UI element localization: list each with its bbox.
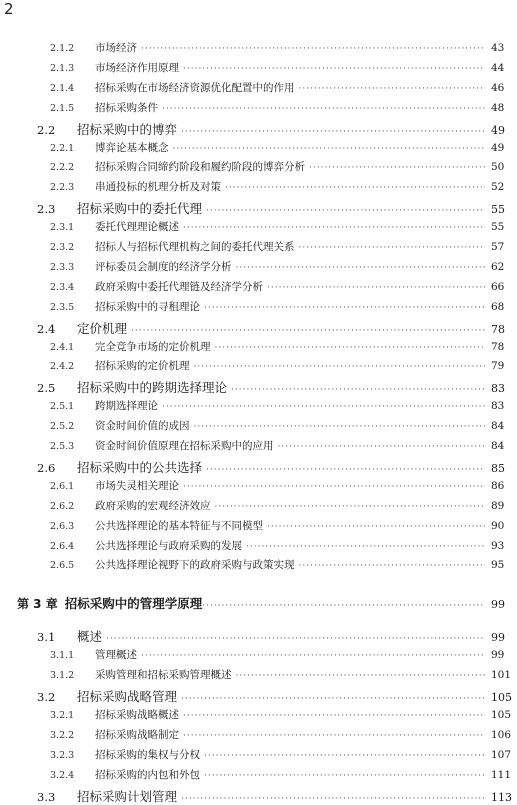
toc-entry-title: 招标采购中的管理学原理 xyxy=(64,596,203,612)
toc-entry-page: 99 xyxy=(491,631,505,645)
dot-leader xyxy=(131,326,485,336)
dot-leader xyxy=(183,482,485,492)
toc-entry-number: 3.2 xyxy=(37,690,56,705)
toc-entry-number: 2.6.2 xyxy=(50,500,75,512)
toc-entry-page: 106 xyxy=(491,728,512,741)
dot-leader xyxy=(183,711,485,721)
toc-entry-page: 44 xyxy=(491,61,505,74)
toc-entry-page: 50 xyxy=(491,161,505,174)
toc-entry-title: 博弈论基本概念 xyxy=(95,141,169,154)
dot-leader xyxy=(106,634,485,644)
toc-entry-number: 3.1.1 xyxy=(50,650,75,662)
toc-entry-page: 68 xyxy=(491,300,505,313)
dot-leader xyxy=(183,64,485,74)
toc-subsection-entry[interactable] xyxy=(0,299,517,314)
toc-entry-page: 55 xyxy=(491,203,505,217)
toc-entry-title: 招标采购的集权与分权 xyxy=(95,748,200,761)
dot-leader xyxy=(206,465,485,475)
toc-entry-title: 采购管理和招标采购管理概述 xyxy=(95,669,232,682)
dot-leader xyxy=(231,385,485,395)
toc-subsection-entry[interactable] xyxy=(0,767,517,782)
toc-entry-title: 委托代理理论概述 xyxy=(95,221,179,234)
toc-section-entry[interactable] xyxy=(0,378,517,396)
toc-entry-number: 2.2.2 xyxy=(50,162,75,174)
toc-entry-title: 管理概述 xyxy=(95,649,137,662)
toc-entry-page: 78 xyxy=(491,322,505,336)
toc-entry-number: 2.6 xyxy=(37,460,56,475)
toc-entry-title: 招标采购计划管理 xyxy=(77,788,178,804)
toc-entry-number: 2.3.5 xyxy=(50,301,75,313)
toc-entry-title: 市场失灵相关理论 xyxy=(95,479,179,492)
toc-entry-title: 公共选择理论视野下的政府采购与政策实现 xyxy=(95,559,295,572)
toc-entry-number: 2.4 xyxy=(37,321,56,336)
toc-entry-number: 2.1.5 xyxy=(50,102,75,114)
toc-entry-number: 3.2.3 xyxy=(50,749,75,761)
toc-subsection-entry[interactable] xyxy=(0,279,517,294)
toc-entry-title: 公共选择理论的基本特征与不同模型 xyxy=(95,519,263,532)
toc-entry-number: 2.3.2 xyxy=(50,242,75,253)
dot-leader xyxy=(215,502,486,512)
toc-entry-number: 2.3 xyxy=(37,202,56,217)
toc-entry-page: 84 xyxy=(491,440,505,452)
toc-entry-number: 2.5 xyxy=(37,381,56,396)
toc-subsection-entry[interactable] xyxy=(0,647,517,662)
toc-subsection-entry[interactable] xyxy=(0,239,517,254)
toc-entry-page: 52 xyxy=(491,181,505,194)
toc-subsection-entry[interactable] xyxy=(0,259,517,274)
toc-entry-page: 57 xyxy=(491,241,505,253)
toc-entry-number: 2.3.4 xyxy=(50,281,75,293)
toc-entry-title: 招标采购中的公共选择 xyxy=(77,459,203,475)
toc-section-entry[interactable] xyxy=(0,199,517,217)
dot-leader xyxy=(181,127,485,137)
toc-entry-page: 99 xyxy=(491,649,505,662)
toc-entry-page: 105 xyxy=(491,691,512,705)
dot-leader xyxy=(194,362,486,372)
toc-subsection-entry[interactable] xyxy=(0,667,517,682)
toc-entry-number: 2.5.1 xyxy=(50,401,75,413)
toc-entry-number: 2.4.2 xyxy=(50,361,75,373)
dot-leader xyxy=(246,542,485,552)
toc-entry-page: 93 xyxy=(491,539,505,552)
dot-leader xyxy=(194,422,486,432)
toc-entry-page: 95 xyxy=(491,559,505,572)
dot-leader xyxy=(225,183,485,193)
toc-entry-number: 3.3 xyxy=(37,789,56,804)
toc-entry-number: 2.6.3 xyxy=(50,520,75,532)
toc-entry-title: 招标采购在市场经济资源优化配置中的作用 xyxy=(95,81,295,94)
toc-entry-title: 招标采购中的跨期选择理论 xyxy=(77,380,228,396)
toc-subsection-entry[interactable] xyxy=(0,498,517,513)
dot-leader xyxy=(299,243,486,253)
toc-entry-page: 48 xyxy=(491,101,505,114)
toc-entry-title: 跨期选择理论 xyxy=(95,400,158,413)
toc-entry-page: 62 xyxy=(491,260,505,273)
dot-leader xyxy=(215,343,486,353)
toc-entry-page: 101 xyxy=(491,669,512,682)
toc-entry-number: 2.2.1 xyxy=(50,142,75,154)
toc-entry-page: 83 xyxy=(491,400,505,413)
toc-entry-page: 86 xyxy=(491,479,505,492)
toc-section-entry[interactable] xyxy=(0,458,517,476)
toc-entry-number: 3.2.4 xyxy=(50,769,75,781)
toc-subsection-entry[interactable] xyxy=(0,159,517,174)
toc-section-entry[interactable] xyxy=(0,319,517,337)
toc-entry-title: 招标采购条件 xyxy=(95,101,158,114)
toc-entry-title: 政府采购的宏观经济效应 xyxy=(95,499,211,512)
dot-leader xyxy=(202,601,485,611)
toc-entry-page: 46 xyxy=(491,81,505,94)
toc-entry-title: 市场经济作用原理 xyxy=(95,61,179,74)
dot-leader xyxy=(204,303,485,313)
toc-entry-page: 78 xyxy=(491,340,505,353)
dot-leader xyxy=(141,44,485,54)
dot-leader xyxy=(204,751,485,761)
toc-section-entry[interactable] xyxy=(0,627,517,645)
toc-entry-title: 招标采购合同缔约阶段和履约阶段的博弈分析 xyxy=(95,161,305,174)
toc-entry-number: 3.1.2 xyxy=(50,670,75,682)
dot-leader xyxy=(236,263,486,273)
dot-leader xyxy=(206,206,485,216)
toc-entry-title: 市场经济 xyxy=(95,42,137,54)
dot-leader xyxy=(299,561,486,571)
toc-entry-title: 招标采购中的博弈 xyxy=(77,121,178,137)
toc-entry-number: 2.3.3 xyxy=(50,261,75,273)
dot-leader xyxy=(204,771,485,781)
toc-entry-title: 招标采购战略制定 xyxy=(95,728,179,741)
toc-subsection-entry[interactable] xyxy=(0,358,517,373)
toc-subsection-entry[interactable] xyxy=(0,707,517,722)
toc-entry-page: 85 xyxy=(491,461,505,475)
toc-entry-title: 招标采购的内包和外包 xyxy=(95,768,200,781)
dot-leader xyxy=(183,223,485,233)
toc-section-entry[interactable] xyxy=(0,120,517,138)
toc-entry-title: 评标委员会制度的经济学分析 xyxy=(95,260,232,273)
toc-subsection-entry[interactable] xyxy=(0,727,517,742)
toc-subsection-entry[interactable] xyxy=(0,418,517,433)
toc-entry-page: 84 xyxy=(491,420,505,433)
toc-entry-number: 第 3 章 xyxy=(17,597,58,612)
toc-entry-number: 2.2.3 xyxy=(50,182,75,194)
toc-entry-number: 2.1.4 xyxy=(50,82,75,94)
toc-subsection-entry[interactable] xyxy=(0,40,517,55)
dot-leader xyxy=(267,522,485,532)
toc-entry-page: 55 xyxy=(491,221,505,234)
toc-entry-title: 招标采购战略管理 xyxy=(77,689,178,705)
toc-entry-page: 79 xyxy=(491,360,505,373)
toc-entry-number: 3.1 xyxy=(37,630,56,645)
toc-section-entry[interactable] xyxy=(0,687,517,705)
toc-subsection-entry[interactable] xyxy=(0,80,517,95)
dot-leader xyxy=(141,651,485,661)
toc-entry-title: 政府采购中委托代理链及经济学分析 xyxy=(95,280,263,293)
toc-entry-number: 2.3.1 xyxy=(50,222,75,234)
dot-leader xyxy=(162,402,485,412)
dot-leader xyxy=(173,144,486,154)
toc-subsection-entry[interactable] xyxy=(0,140,517,155)
toc-entry-page: 107 xyxy=(491,748,512,761)
toc-entry-page: 113 xyxy=(491,790,512,804)
toc-subsection-entry[interactable] xyxy=(0,219,517,234)
toc-entry-number: 2.4.1 xyxy=(50,341,75,353)
toc-entry-title: 招标采购的定价机理 xyxy=(95,360,190,373)
toc-entry-title: 串通投标的机理分析及对策 xyxy=(95,181,221,194)
dot-leader xyxy=(278,442,486,452)
dot-leader xyxy=(183,731,485,741)
toc-entry-number: 2.5.2 xyxy=(50,421,75,433)
toc-entry-number: 3.2.1 xyxy=(50,710,75,721)
toc-subsection-entry[interactable] xyxy=(0,179,517,194)
toc-entry-number: 2.1.2 xyxy=(50,43,75,54)
toc-subsection-entry[interactable] xyxy=(0,538,517,553)
toc-entry-number: 2.6.5 xyxy=(50,560,75,572)
toc-entry-title: 概述 xyxy=(77,629,103,645)
toc-entry-number: 2.6.1 xyxy=(50,480,75,492)
toc-entry-page: 49 xyxy=(491,141,505,154)
toc-entry-page: 105 xyxy=(491,709,512,721)
toc-subsection-entry[interactable] xyxy=(0,339,517,354)
dot-leader xyxy=(236,671,486,681)
toc-entry-title: 定价机理 xyxy=(77,320,128,336)
toc-entry-title: 招标采购中的寻租理论 xyxy=(95,300,200,313)
toc-entry-page: 111 xyxy=(491,768,512,781)
toc-entry-number: 2.1.3 xyxy=(50,62,75,74)
toc-entry-title: 公共选择理论与政府采购的发展 xyxy=(95,539,242,552)
toc-entry-title: 资金时间价值的成因 xyxy=(95,420,190,433)
toc-entry-title: 招标采购战略概述 xyxy=(95,709,179,721)
toc-entry-page: 90 xyxy=(491,519,505,532)
toc-entry-page: 83 xyxy=(491,382,505,396)
dot-leader xyxy=(181,794,485,804)
toc-entry-number: 2.6.4 xyxy=(50,540,75,552)
toc-entry-title: 资金时间价值原理在招标采购中的应用 xyxy=(95,440,274,452)
toc-entry-number: 2.2 xyxy=(37,122,56,137)
dot-leader xyxy=(162,104,485,114)
toc-entry-page: 89 xyxy=(491,499,505,512)
toc-subsection-entry[interactable] xyxy=(0,518,517,533)
toc-subsection-entry[interactable] xyxy=(0,60,517,75)
dot-leader xyxy=(309,163,485,173)
page-number: 2 xyxy=(4,0,14,18)
dot-leader xyxy=(267,283,485,293)
dot-leader xyxy=(181,694,485,704)
toc-entry-number: 2.5.3 xyxy=(50,441,75,452)
toc-entry-page: 99 xyxy=(491,598,505,612)
dot-leader xyxy=(299,84,486,94)
toc-entry-title: 完全竞争市场的定价机理 xyxy=(95,340,211,353)
toc-entry-title: 招标人与招标代理机构之间的委托代理关系 xyxy=(95,241,295,253)
toc-section-entry[interactable] xyxy=(0,787,517,805)
toc-entry-number: 3.2.2 xyxy=(50,729,75,741)
toc-subsection-entry[interactable] xyxy=(0,398,517,413)
toc-chapter-entry[interactable] xyxy=(0,594,517,612)
toc-entry-page: 43 xyxy=(491,42,505,54)
toc-subsection-entry[interactable] xyxy=(0,100,517,115)
toc-entry-page: 66 xyxy=(491,280,505,293)
toc-entry-title: 招标采购中的委托代理 xyxy=(77,201,203,217)
toc-entry-page: 49 xyxy=(491,123,505,137)
toc-subsection-entry[interactable] xyxy=(0,747,517,762)
toc-subsection-entry[interactable] xyxy=(0,557,517,572)
toc-subsection-entry[interactable] xyxy=(0,478,517,493)
toc-subsection-entry[interactable] xyxy=(0,438,517,453)
